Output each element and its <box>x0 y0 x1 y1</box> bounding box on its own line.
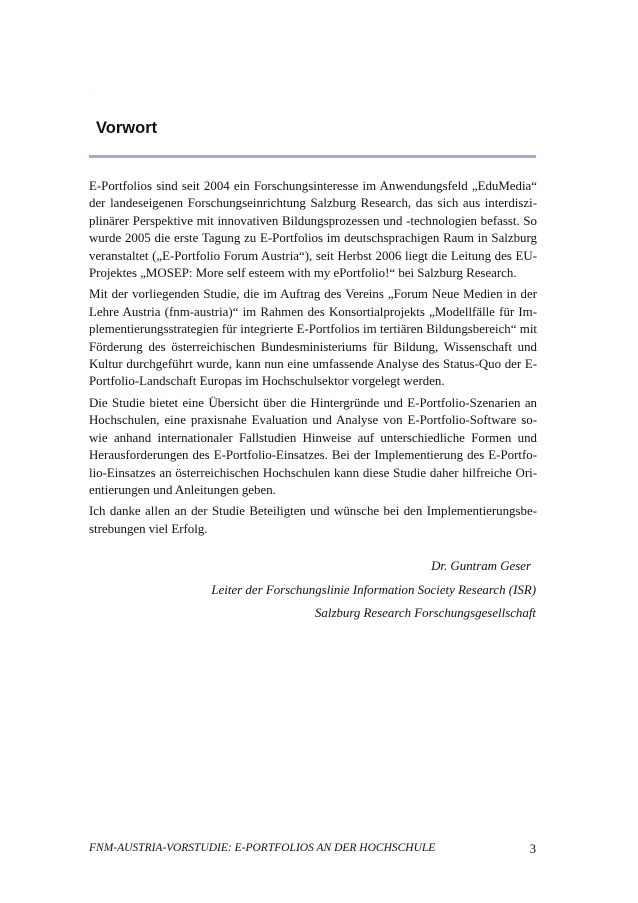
paragraph-1: E-Portfolios sind seit 2004 ein Forschungsinteresse im Anwendungsfeld „EduMedia“ der landeseigenen Forschungseinrichtung Salzburg Research, das sich aus interdisziplinärer Perspektive mit innovativen Bildungsprozessen und -technologien befasst. So wurde 2005 die erste Tagung zu E-Portfolios im deutschsprachigen Raum in Salzburg veranstaltet („E-Portfolio Forum Austria“), seit Herbst 2006 liegt die Leitung des EU-Projektes „MOSEP: More self esteem with my ePortfolio!“ bei Salzburg Research. <box>89 179 537 281</box>
body-text <box>89 178 537 542</box>
page-marker: . <box>90 88 92 94</box>
paragraph-2: Mit der vorliegenden Studie, die im Auftrag des Vereins „Forum Neue Medien in der Lehre Austria (fnm-austria)“ im Rahmen des Konsortialprojekts „Modellfälle für Implementierungsstrategien für integrierte E-Portfolios im tertiären Bildungsbereich“ mit Förderung des österreichischen Bundesministeriums für Bildung, Wissenschaft und Kultur durchgeführt wurde, kann nun eine umfassende Analyse des Status-Quo der E-Portfolio-Landschaft Europas im Hochschulsektor vorgelegt werden. <box>89 287 537 389</box>
page-title: Vorwort <box>96 119 158 137</box>
signature-block <box>76 555 536 626</box>
signature-role: Leiter der Forschungslinie Information Society Research (ISR) <box>211 582 536 597</box>
signature-organization: Salzburg Research Forschungsgesellschaft <box>314 606 536 620</box>
paragraph-4: Ich danke allen an der Studie Beteiligten und wünsche bei den Implementierungsbestrebungen viel Erfolg. <box>89 504 537 536</box>
page-number: 3 <box>529 842 536 856</box>
signature-name: Dr. Guntram Geser <box>431 559 531 573</box>
paragraph-3: Die Studie bietet eine Übersicht über die Hintergründe und E-Portfolio-Szenarien an Hochschulen, eine praxisnahe Evaluation und Analyse von E-Portfolio-Software sowie anhand internationaler Fallstudien Hinweise auf unterschiedliche Formen und Herausforderungen des E-Portfolio-Einsatzes. Bei der Implementierung des E-Portfolio-Einsatzes an österreichischen Hochschulen kann diese Studie daher hilfreiche Orientierungen und Anleitungen geben. <box>89 395 537 497</box>
footer-running-title: FNM-AUSTRIA-VORSTUDIE: E-PORTFOLIOS AN DER HOCHSCHULE <box>89 842 436 854</box>
heading-rule <box>89 155 536 158</box>
